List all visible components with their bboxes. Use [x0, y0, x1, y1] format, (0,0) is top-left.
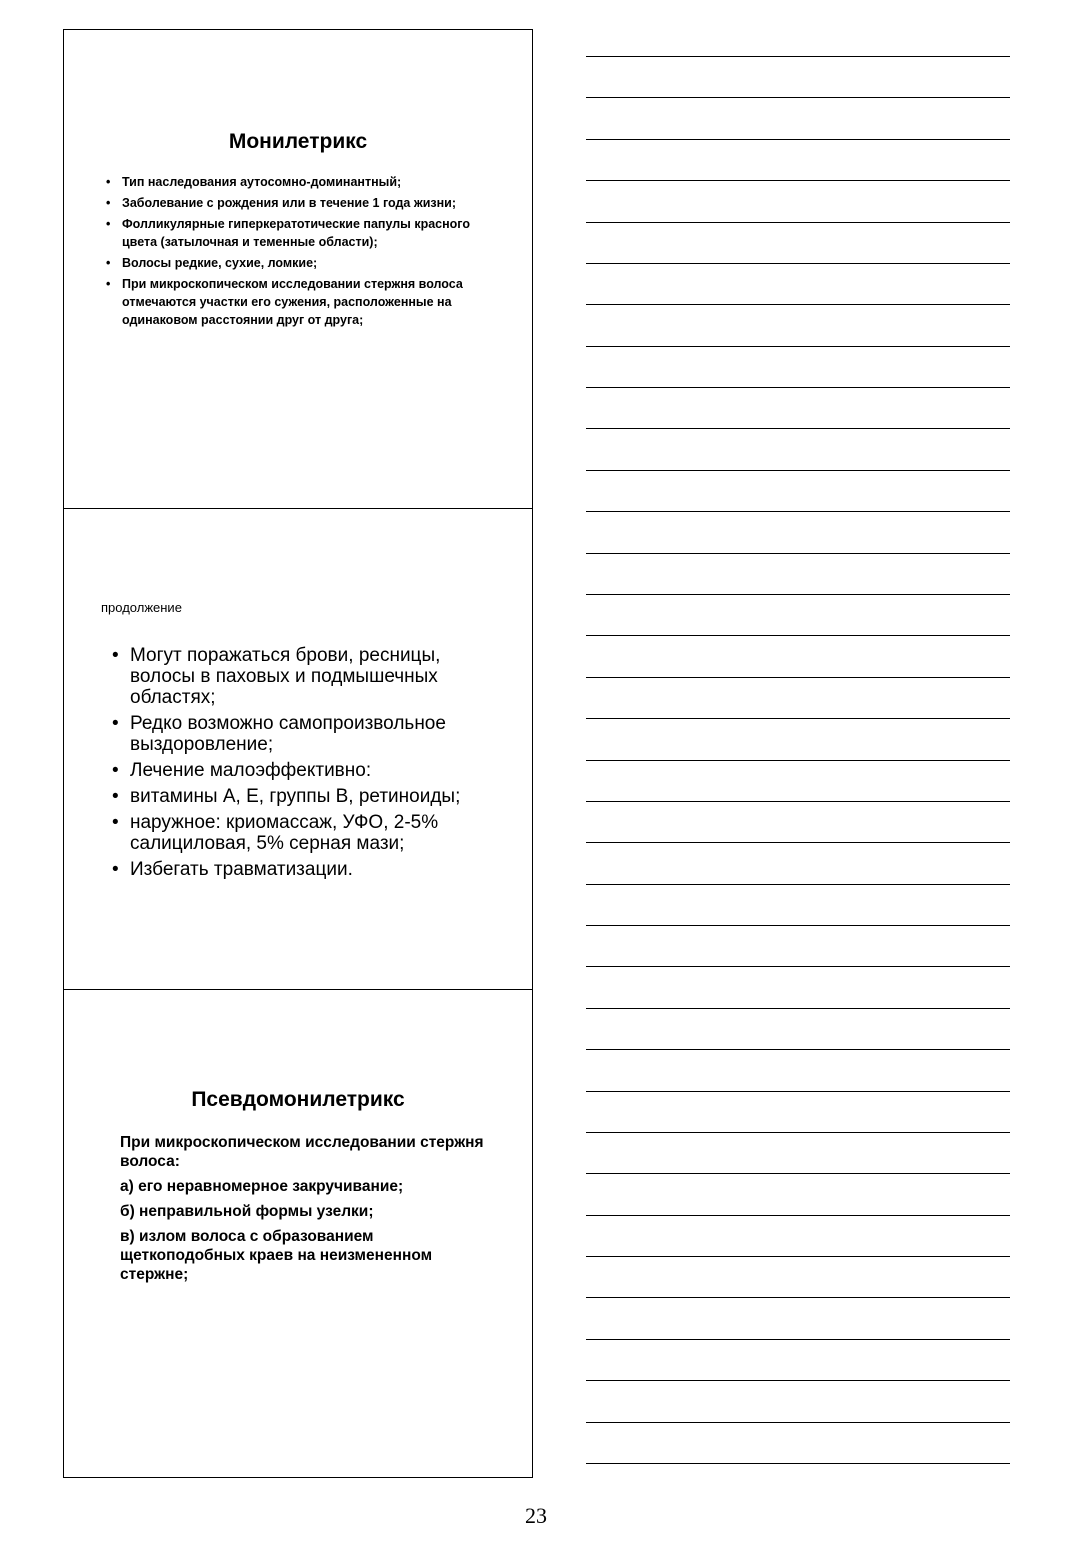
note-line: [586, 594, 1010, 595]
note-line: [586, 304, 1010, 305]
note-line: [586, 139, 1010, 140]
list-item: • Могут поражаться брови, ресницы, волосы в паховых и подмышечных областях;: [112, 645, 502, 708]
list-item: • Заболевание с рождения или в течение 1 года жизни;: [106, 194, 486, 212]
note-line: [586, 511, 1010, 512]
note-line: [586, 1256, 1010, 1257]
slides-column: [63, 29, 533, 1478]
note-line: [586, 1049, 1010, 1050]
paragraph: б) неправильной формы узелки;: [120, 1203, 374, 1220]
note-line: [586, 1422, 1010, 1423]
note-line: [586, 56, 1010, 57]
list-item: • Фолликулярные гиперкератотические папулы красного цвета (затылочная и теменные области);: [106, 215, 486, 251]
list-item: • Избегать травматизации.: [112, 859, 502, 880]
list-item: • Волосы редкие, сухие, ломкие;: [106, 254, 486, 272]
note-line: [586, 677, 1010, 678]
bullet-list: [106, 173, 486, 332]
note-line: [586, 1008, 1010, 1009]
slide-body: [120, 1133, 500, 1290]
note-line: [586, 1339, 1010, 1340]
note-line: [586, 884, 1010, 885]
list-item: • Редко возможно самопроизвольное выздоровление;: [112, 713, 502, 755]
note-line: [586, 387, 1010, 388]
slide-monilethrix: [64, 30, 532, 509]
slide-pseudomonilethrix: [64, 990, 532, 1479]
note-line: [586, 842, 1010, 843]
note-line: [586, 801, 1010, 802]
list-item: • наружное: криомассаж, УФО, 2-5% салициловая, 5% серная мази;: [112, 812, 502, 854]
list-item: • Тип наследования аутосомно-доминантный;: [106, 173, 486, 191]
note-line: [586, 97, 1010, 98]
note-line: [586, 222, 1010, 223]
note-line: [586, 1091, 1010, 1092]
slide-title: Псевдомонилетрикс: [191, 1088, 405, 1111]
list-item: • витамины А, Е, группы В, ретиноиды;: [112, 786, 502, 807]
paragraph: в) излом волоса с образованием щеткоподобных краев на неизмененном стержне;: [120, 1228, 433, 1283]
page-number: 23: [525, 1503, 547, 1528]
note-line: [586, 760, 1010, 761]
note-line: [586, 1463, 1010, 1464]
paragraph: а) его неравномерное закручивание;: [120, 1178, 404, 1195]
note-line: [586, 966, 1010, 967]
note-line: [586, 718, 1010, 719]
note-line: [586, 263, 1010, 264]
continuation-label: продолжение: [101, 600, 182, 615]
paragraph: При микроскопическом исследовании стержня волоса:: [120, 1134, 484, 1170]
note-line: [586, 1297, 1010, 1298]
note-line: [586, 1215, 1010, 1216]
slide-title: Монилетрикс: [228, 130, 368, 153]
note-line: [586, 428, 1010, 429]
list-item: • При микроскопическом исследовании стержня волоса отмечаются участки его сужения, расположенные на одинаковом расстоянии друг от друга;: [106, 275, 486, 329]
note-line: [586, 553, 1010, 554]
note-line: [586, 470, 1010, 471]
note-line: [586, 1173, 1010, 1174]
note-line: [586, 180, 1010, 181]
notes-lines-area: [586, 0, 1010, 1500]
note-line: [586, 635, 1010, 636]
note-line: [586, 1132, 1010, 1133]
bullet-list: [112, 645, 502, 885]
slide-continuation: [64, 509, 532, 990]
list-item: • Лечение малоэффективно:: [112, 760, 502, 781]
note-line: [586, 1380, 1010, 1381]
note-line: [586, 925, 1010, 926]
note-line: [586, 346, 1010, 347]
